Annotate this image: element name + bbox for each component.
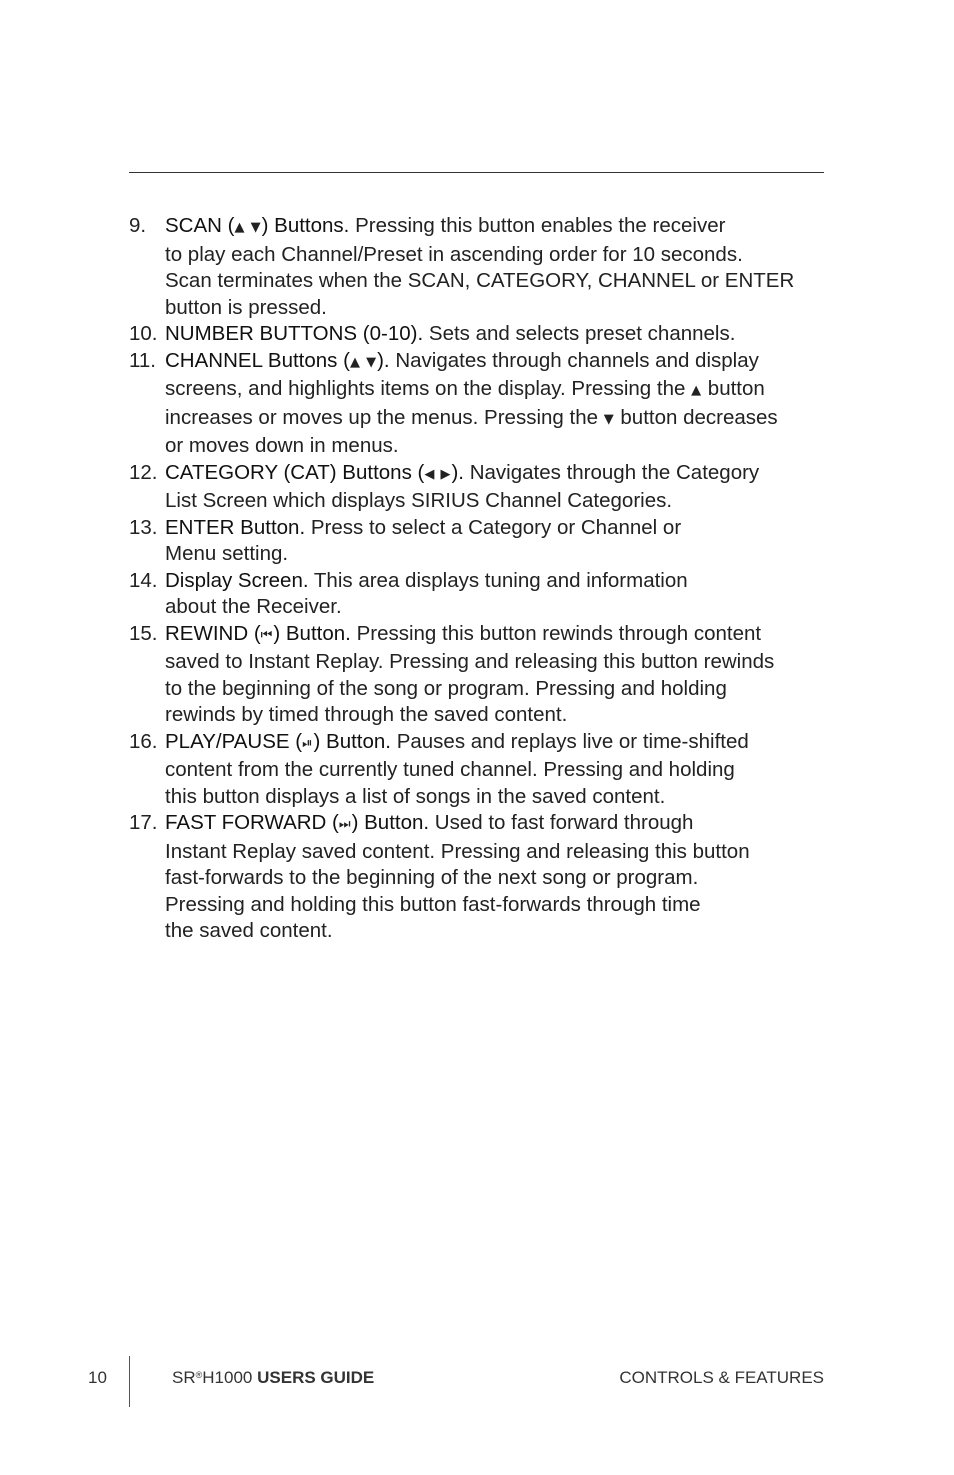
item-lead-end: ). xyxy=(377,348,390,372)
item-text: Used to fast forward through xyxy=(434,811,694,834)
item-text: rewinds by timed through the saved content. xyxy=(165,703,568,726)
item-text: List Screen which displays SIRIUS Channel Categories. xyxy=(165,489,673,512)
item-text: content from the currently tuned channel. Pressing and holding xyxy=(165,758,735,781)
item-text: Pressing this button rewinds through content xyxy=(356,621,762,645)
item-number: 10. xyxy=(129,322,158,345)
item-lead: CHANNEL Buttons ( xyxy=(165,348,350,372)
item-text: or moves down in menus. xyxy=(165,434,399,457)
item-text: Menu setting. xyxy=(165,542,289,565)
footer-guide-title xyxy=(172,1368,374,1388)
item-lead-end: ) Buttons. xyxy=(261,214,350,237)
guide-label: USERS GUIDE xyxy=(257,1368,375,1387)
item-number: 14. xyxy=(129,568,158,592)
item-lead: ENTER Button. xyxy=(165,515,306,539)
item-text: about the Receiver. xyxy=(165,595,342,618)
item-text: button decreases xyxy=(620,405,778,429)
item-text: Pauses and replays live or time-shifted xyxy=(396,729,749,753)
item-number: 11. xyxy=(129,348,156,372)
item-text: Press to select a Category or Channel or xyxy=(310,515,682,539)
list-item-scan xyxy=(129,213,829,321)
item-lead-end: ) Button. xyxy=(351,811,430,834)
item-number: 13. xyxy=(129,515,158,539)
item-text: Instant Replay saved content. Pressing and releasing this button xyxy=(165,839,750,863)
item-text: this button displays a list of songs in the saved content. xyxy=(165,784,666,808)
up-arrow-icon: ▲ xyxy=(691,383,703,398)
item-text: the saved content. xyxy=(165,919,333,942)
product-prefix: SR xyxy=(172,1368,196,1387)
item-text: This area displays tuning and information xyxy=(313,568,688,592)
up-down-arrow-icon: ▲ ▼ xyxy=(234,220,262,235)
item-text: Scan terminates when the SCAN, CATEGORY, CHANNEL or ENTER xyxy=(165,269,795,292)
item-text: Navigates through the Category xyxy=(469,460,760,484)
page-number: 10 xyxy=(88,1368,107,1387)
item-lead: CATEGORY (CAT) Buttons ( xyxy=(165,460,425,484)
list-item-display-screen xyxy=(129,568,829,621)
product-model: H1000 xyxy=(202,1368,253,1387)
controls-list xyxy=(129,213,829,945)
item-number: 12. xyxy=(129,460,158,484)
item-number: 15. xyxy=(129,621,158,645)
top-rule xyxy=(129,172,824,173)
item-number: 16. xyxy=(129,729,158,753)
item-lead-end: ) Button. xyxy=(273,621,351,645)
item-lead-end: ) Button. xyxy=(313,729,391,753)
item-text: Pressing and holding this button fast-forwards through time xyxy=(165,892,701,916)
item-lead: Display Screen. xyxy=(165,568,309,592)
item-text: Sets and selects preset channels. xyxy=(428,322,736,345)
item-lead: REWIND ( xyxy=(165,621,261,645)
item-text: button xyxy=(707,377,765,400)
item-text: to play each Channel/Preset in ascending order for 10 seconds. xyxy=(165,242,743,266)
item-lead: FAST FORWARD ( xyxy=(165,811,339,834)
list-item-rewind xyxy=(129,621,829,729)
list-item-enter xyxy=(129,515,829,568)
item-text: saved to Instant Replay. Pressing and releasing this button rewinds xyxy=(165,650,775,673)
rewind-icon: ⏮ xyxy=(260,627,274,643)
list-item-fast-forward xyxy=(129,810,829,945)
up-down-arrow-icon: ▲ ▼ xyxy=(349,354,378,370)
item-text: fast-forwards to the beginning of the next song or program. xyxy=(165,866,699,889)
item-lead-end: ). xyxy=(451,460,465,484)
item-lead: SCAN ( xyxy=(165,214,235,237)
item-text: Navigates through channels and display xyxy=(395,348,759,372)
footer-divider xyxy=(129,1356,130,1407)
down-arrow-icon: ▼ xyxy=(603,411,615,427)
item-text: button is pressed. xyxy=(165,295,327,319)
list-item-number-buttons xyxy=(129,321,829,348)
item-text: to the beginning of the song or program. Pressing and holding xyxy=(165,676,727,700)
item-number: 17. xyxy=(129,811,158,834)
list-item-play-pause xyxy=(129,729,829,811)
item-text: Pressing this button enables the receiver xyxy=(355,214,726,237)
item-lead: PLAY/PAUSE ( xyxy=(165,729,303,753)
fast-forward-icon: ⏭ xyxy=(338,817,352,832)
registered-mark: ® xyxy=(195,1370,203,1380)
item-number: 9. xyxy=(129,214,147,237)
play-pause-icon: ⏯ xyxy=(302,735,314,751)
item-text: screens, and highlights items on the display. Pressing the xyxy=(165,377,686,400)
list-item-channel xyxy=(129,348,829,460)
left-right-arrow-icon: ◀ ▶ xyxy=(424,466,452,482)
item-text: increases or moves up the menus. Pressing the xyxy=(165,405,598,429)
section-title: CONTROLS & FEATURES xyxy=(619,1368,824,1387)
item-lead: NUMBER BUTTONS (0-10). xyxy=(165,322,424,345)
list-item-category xyxy=(129,460,829,515)
